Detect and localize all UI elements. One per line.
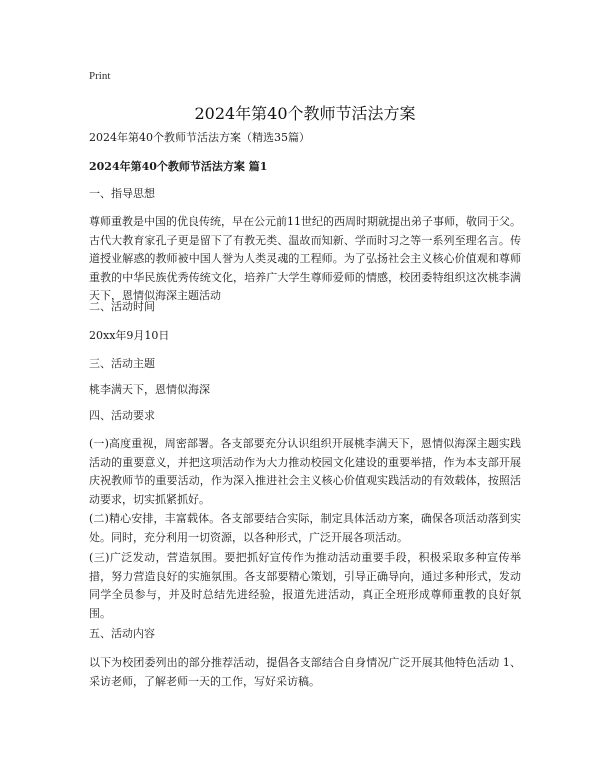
heading-activity-content: 五、活动内容 (89, 627, 155, 640)
heading-activity-theme: 三、活动主题 (89, 357, 155, 370)
heading-activity-time: 二、活动时间 (89, 300, 155, 313)
requirement-2: (二)精心安排，丰富载体。各支部要结合实际，制定具体活动方案，确保各项活动落到实处。同时，充分利用一切资源，以各种形式，广泛开展各项活动。 (89, 512, 521, 544)
heading-activity-requirements: 四、活动要求 (89, 409, 155, 422)
activity-content: 以下为校团委列出的部分推荐活动，提倡各支部结合自身情况广泛开展其他特色活动 1、采访老师，了解老师一天的工作，写好采访稿。 (89, 656, 521, 688)
heading-guiding-ideology: 一、指导思想 (89, 187, 155, 200)
paragraph-guiding-ideology: 尊师重教是中国的优良传统，早在公元前11世纪的西周时期就提出弟子事师，敬同于父。古代大教育家孔子更是留下了有教无类、温故而知新、学而时习之等一系列至理名言。传道授业解惑的教师被中国人誉为人类灵魂的工程师。为了弘扬社会主义核心价值观和尊师重教的中华民族优秀传统文化，培养广大学生尊师爱师的情感，校团委特组织这次桃李满天下，恩情似海深主题活动 (89, 215, 521, 303)
activity-date: 20xx年9月10日 (89, 329, 170, 342)
requirement-3: (三)广泛发动，营造氛围。要把抓好宣传作为推动活动重要手段，积极采取多种宣传举措，努力营造良好的实施氛围。各支部要精心策划，引导正确导向，通过多种形式，发动同学全员参与，并及时总结先进经验，报道先进活动，真正全班形成尊师重教的良好氛围。 (89, 551, 521, 620)
section-heading: 2024年第40个教师节活法方案 篇1 (89, 160, 268, 173)
document-subtitle: 2024年第40个教师节活法方案（精选35篇） (89, 131, 310, 144)
page-title: 2024年第40个教师节活法方案 (194, 104, 416, 123)
requirement-1: (一)高度重视，周密部署。各支部要充分认识组织开展桃李满天下，恩情似海深主题实践活动的重要意义，并把这项活动作为大力推动校园文化建设的重要举措，作为本支部开展庆祝教师节的重要活动，作为深入推进社会主义核心价值观实践活动的有效载体，按照活动要求，切实抓紧抓好。 (89, 437, 521, 506)
activity-theme: 桃李满天下，恩情似海深 (89, 383, 210, 396)
print-link[interactable]: Print (89, 70, 111, 82)
